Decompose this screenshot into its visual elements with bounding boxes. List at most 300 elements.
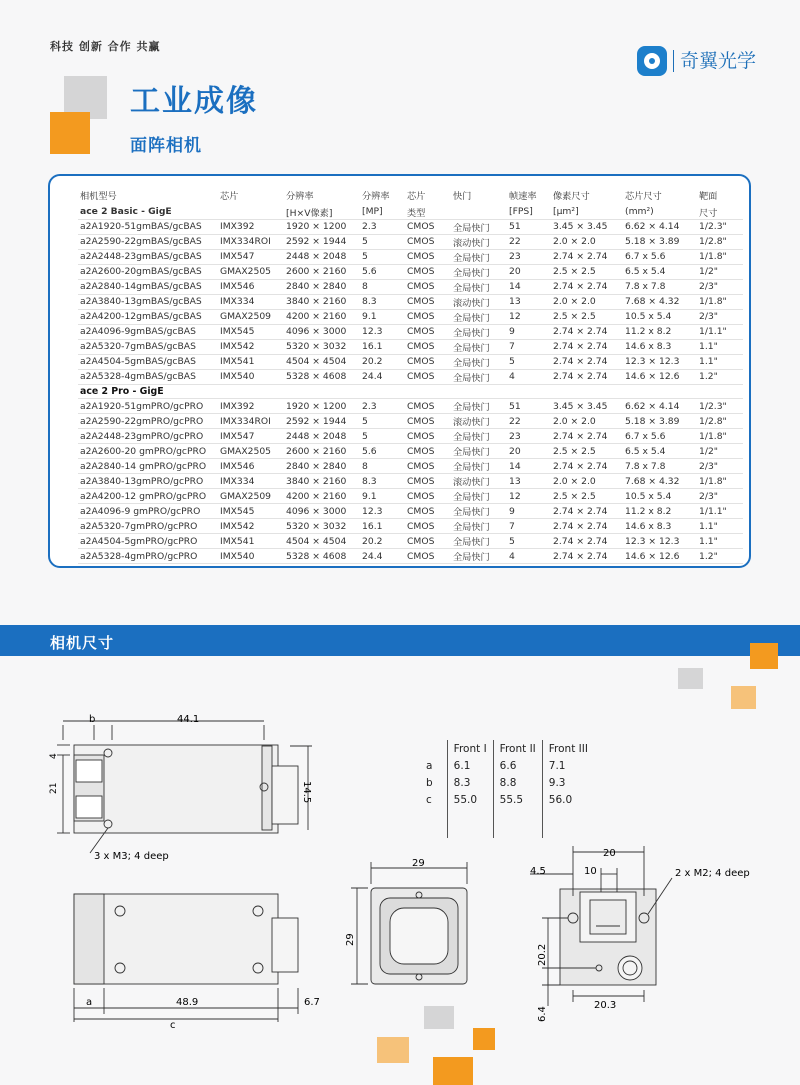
table-cell: 9.1	[360, 489, 405, 504]
table-cell: 20.2	[360, 354, 405, 369]
table-cell: 2448 × 2048	[284, 249, 360, 264]
column-header: 芯片尺寸	[625, 191, 662, 202]
table-cell: CMOS	[405, 504, 451, 519]
table-cell: 14	[507, 459, 551, 474]
table-cell: 2.74 × 2.74	[551, 549, 623, 564]
table-cell: 7.8 x 7.8	[623, 459, 697, 474]
table-cell: 全局快门	[451, 339, 507, 354]
column-header-unit: [MP]	[360, 205, 405, 220]
table-cell: 5.6	[360, 444, 405, 459]
table-cell: 5	[360, 234, 405, 249]
table-cell: 5.6	[360, 264, 405, 279]
table-cell: 全局快门	[451, 549, 507, 564]
table-cell: 1.1"	[697, 519, 743, 534]
table-cell: 2/3"	[697, 459, 743, 474]
table-cell: IMX541	[218, 534, 284, 549]
dim-back-offset10: 10	[584, 866, 597, 877]
table-cell: 全局快门	[451, 429, 507, 444]
table-row	[78, 219, 743, 234]
row-label: c	[426, 793, 432, 806]
dim-bottom-body: 48.9	[176, 997, 199, 1008]
table-row	[78, 534, 743, 549]
table-cell: 1/2.8"	[697, 234, 743, 249]
table-cell: 1/2.3"	[697, 219, 743, 234]
group-title: ace 2 Basic - GigE	[78, 205, 218, 220]
table-cell: IMX546	[218, 279, 284, 294]
table-cell: 7.8 x 7.8	[623, 279, 697, 294]
front-version-table	[420, 740, 594, 838]
table-cell: IMX547	[218, 429, 284, 444]
table-cell: 3.45 × 3.45	[551, 399, 623, 414]
table-cell: 2840 × 2840	[284, 459, 360, 474]
table-cell: 22	[507, 234, 551, 249]
table-cell: 6.62 × 4.14	[623, 219, 697, 234]
table-cell: GMAX2505	[218, 264, 284, 279]
table-cell: 4096 × 3000	[284, 324, 360, 339]
column-header-unit: [μm²]	[551, 205, 623, 220]
table-cell: 8.3	[447, 774, 493, 791]
table-cell: 9.3	[542, 774, 594, 791]
table-cell: 全局快门	[451, 354, 507, 369]
table-cell: CMOS	[405, 294, 451, 309]
table-cell: IMX545	[218, 324, 284, 339]
table-cell: CMOS	[405, 339, 451, 354]
table-cell: CMOS	[405, 549, 451, 564]
table-cell: 2.5 × 2.5	[551, 309, 623, 324]
dim-back-offset45: 4.5	[530, 866, 546, 877]
table-cell: 2.74 × 2.74	[551, 519, 623, 534]
table-cell: 2600 × 2160	[284, 444, 360, 459]
table-cell: 16.1	[360, 519, 405, 534]
table-cell: 4200 × 2160	[284, 489, 360, 504]
dim-back-spacing: 20.3	[594, 1000, 617, 1011]
table-cell: 2448 × 2048	[284, 429, 360, 444]
table-cell: 全局快门	[451, 264, 507, 279]
side-connector	[272, 766, 298, 824]
table-cell: 全局快门	[451, 444, 507, 459]
table-cell: CMOS	[405, 234, 451, 249]
table-row	[78, 429, 743, 444]
table-cell: 20.2	[360, 534, 405, 549]
table-cell: a2A1920-51gmPRO/gcPRO	[78, 399, 218, 414]
table-cell: 1/1.8"	[697, 429, 743, 444]
table-cell: 7.68 × 4.32	[623, 474, 697, 489]
table-cell: IMX547	[218, 249, 284, 264]
table-cell: 1/1.8"	[697, 474, 743, 489]
table-cell: 8.3	[360, 474, 405, 489]
table-cell: 8.3	[360, 294, 405, 309]
table-cell: 1920 × 1200	[284, 219, 360, 234]
column-header-unit: [H×V像素]	[284, 205, 360, 220]
table-cell: IMX540	[218, 549, 284, 564]
table-cell: CMOS	[405, 459, 451, 474]
table-cell: 51	[507, 219, 551, 234]
column-header: 靶面	[699, 191, 718, 202]
table-cell: IMX542	[218, 519, 284, 534]
table-cell: 5	[507, 354, 551, 369]
table-cell: 2.5 × 2.5	[551, 444, 623, 459]
table-cell: CMOS	[405, 264, 451, 279]
table-cell: 全局快门	[451, 459, 507, 474]
table-row	[78, 264, 743, 279]
table-cell: 4	[507, 369, 551, 384]
table-cell: CMOS	[405, 354, 451, 369]
side-body	[74, 745, 278, 833]
table-cell: 6.62 × 4.14	[623, 399, 697, 414]
table-cell: 9	[507, 504, 551, 519]
table-cell: 2.74 × 2.74	[551, 279, 623, 294]
table-cell: 滚动快门	[451, 294, 507, 309]
table-cell: 滚动快门	[451, 474, 507, 489]
table-cell: 全局快门	[451, 309, 507, 324]
table-cell: 5328 × 4608	[284, 369, 360, 384]
table-cell: 2.3	[360, 219, 405, 234]
table-cell: 1/1.1"	[697, 324, 743, 339]
table-cell: 全局快门	[451, 399, 507, 414]
table-cell: 2.0 × 2.0	[551, 294, 623, 309]
front-version-header: Front III	[542, 740, 594, 757]
table-cell: CMOS	[405, 429, 451, 444]
table-cell: 51	[507, 399, 551, 414]
dim-back-width: 20	[603, 848, 616, 859]
table-cell: 2/3"	[697, 489, 743, 504]
table-cell: 1.2"	[697, 549, 743, 564]
row-label: b	[426, 776, 433, 789]
table-cell: CMOS	[405, 309, 451, 324]
table-cell: 6.6	[493, 757, 542, 774]
camera-dimension-drawing	[0, 656, 800, 1085]
table-cell: 12.3 × 12.3	[623, 354, 697, 369]
back-view	[530, 846, 672, 1006]
table-cell: 2592 × 1944	[284, 234, 360, 249]
table-cell: 1/2"	[697, 444, 743, 459]
table-cell: 2.74 × 2.74	[551, 354, 623, 369]
table-cell: CMOS	[405, 519, 451, 534]
table-cell: 4	[507, 549, 551, 564]
table-cell: 4504 × 4504	[284, 534, 360, 549]
table-cell: 5	[360, 414, 405, 429]
table-cell: 5328 × 4608	[284, 549, 360, 564]
table-cell: a2A2448-23gmBAS/gcBAS	[78, 249, 218, 264]
table-cell: 2.74 × 2.74	[551, 324, 623, 339]
page-subtitle: 面阵相机	[130, 136, 202, 156]
table-cell: 11.2 x 8.2	[623, 324, 697, 339]
table-cell: 4096 × 3000	[284, 504, 360, 519]
dim-bottom-rear: 6.7	[304, 997, 320, 1008]
bottom-body	[74, 894, 278, 984]
table-cell: 10.5 x 5.4	[623, 309, 697, 324]
table-cell: IMX541	[218, 354, 284, 369]
table-cell: 55.0	[447, 791, 493, 808]
table-cell: 全局快门	[451, 219, 507, 234]
table-cell: a2A4200-12 gmPRO/gcPRO	[78, 489, 218, 504]
table-cell: a2A3840-13gmBAS/gcBAS	[78, 294, 218, 309]
table-cell: a2A4096-9 gmPRO/gcPRO	[78, 504, 218, 519]
table-cell: 1/2.8"	[697, 414, 743, 429]
table-cell: 全局快门	[451, 534, 507, 549]
table-cell: a2A2600-20gmBAS/gcBAS	[78, 264, 218, 279]
table-cell: 3840 × 2160	[284, 294, 360, 309]
table-cell: 9.1	[360, 309, 405, 324]
table-cell: 1/1.8"	[697, 294, 743, 309]
section-header	[0, 625, 800, 656]
table-cell: 2.5 × 2.5	[551, 264, 623, 279]
table-cell: a2A4504-5gmBAS/gcBAS	[78, 354, 218, 369]
table-cell: 1.1"	[697, 354, 743, 369]
company-logo	[637, 46, 756, 76]
column-header: 分辨率	[286, 191, 314, 202]
table-cell: 1920 × 1200	[284, 399, 360, 414]
table-cell: 1.2"	[697, 369, 743, 384]
table-cell: 2/3"	[697, 279, 743, 294]
table-cell: IMX334	[218, 294, 284, 309]
table-row	[78, 234, 743, 249]
table-cell: CMOS	[405, 399, 451, 414]
table-cell: IMX392	[218, 399, 284, 414]
table-row	[78, 489, 743, 504]
table-cell: IMX334ROI	[218, 234, 284, 249]
table-cell: 20	[507, 264, 551, 279]
table-cell: 1.1"	[697, 534, 743, 549]
table-cell: CMOS	[405, 489, 451, 504]
table-cell: a2A2840-14 gmPRO/gcPRO	[78, 459, 218, 474]
table-cell: GMAX2509	[218, 489, 284, 504]
table-cell: 全局快门	[451, 369, 507, 384]
table-cell: 全局快门	[451, 504, 507, 519]
table-cell: 2.74 × 2.74	[551, 339, 623, 354]
column-header: 芯片	[220, 191, 239, 202]
table-row	[420, 791, 594, 808]
table-cell: 5.18 × 3.89	[623, 234, 697, 249]
back-screw-note: 2 x M2; 4 deep	[675, 868, 750, 879]
table-cell: CMOS	[405, 534, 451, 549]
dim-side-height-total: 21	[49, 782, 59, 794]
table-cell: 2.5 × 2.5	[551, 489, 623, 504]
dim-back-height: 20.2	[537, 943, 548, 966]
table-cell: 1/2.3"	[697, 399, 743, 414]
table-row	[78, 474, 743, 489]
table-cell: 滚动快门	[451, 234, 507, 249]
front-version-header: Front II	[493, 740, 542, 757]
table-cell: 3.45 × 3.45	[551, 219, 623, 234]
table-row	[78, 324, 743, 339]
dim-side-b: b	[89, 714, 96, 725]
table-cell: CMOS	[405, 249, 451, 264]
table-cell: 12.3	[360, 324, 405, 339]
table-cell: 滚动快门	[451, 414, 507, 429]
table-cell: IMX334	[218, 474, 284, 489]
table-cell: 8.8	[493, 774, 542, 791]
table-row	[78, 279, 743, 294]
table-cell: 14.6 x 8.3	[623, 339, 697, 354]
column-header: 芯片	[407, 191, 426, 202]
table-row	[78, 369, 743, 384]
table-row	[78, 309, 743, 324]
side-view	[57, 721, 312, 853]
table-cell: 5	[360, 249, 405, 264]
table-cell: 23	[507, 429, 551, 444]
table-cell: 23	[507, 249, 551, 264]
slogan: 科技 创新 合作 共赢	[50, 40, 161, 53]
table-cell: 12.3	[360, 504, 405, 519]
table-cell: IMX334ROI	[218, 414, 284, 429]
dim-bottom-a: a	[86, 997, 93, 1008]
io-connector	[618, 956, 642, 980]
table-cell: 4200 × 2160	[284, 309, 360, 324]
table-cell: 2.0 × 2.0	[551, 474, 623, 489]
table-cell: 7	[507, 519, 551, 534]
lens-mount	[390, 908, 448, 964]
column-header-unit	[451, 205, 507, 220]
table-cell: 8	[360, 279, 405, 294]
front-version-header: Front I	[447, 740, 493, 757]
table-cell: 14.6 x 8.3	[623, 519, 697, 534]
table-cell: 2.74 × 2.74	[551, 504, 623, 519]
table-cell: 2/3"	[697, 309, 743, 324]
table-row	[420, 757, 594, 774]
group-title: ace 2 Pro - GigE	[78, 384, 743, 399]
table-row	[78, 504, 743, 519]
table-cell: 5	[360, 429, 405, 444]
table-cell: a2A4096-9gmBAS/gcBAS	[78, 324, 218, 339]
table-cell: CMOS	[405, 474, 451, 489]
table-cell: 12	[507, 489, 551, 504]
logo-icon	[637, 46, 667, 76]
table-cell: GMAX2509	[218, 309, 284, 324]
table-cell: IMX545	[218, 504, 284, 519]
table-cell: 56.0	[542, 791, 594, 808]
table-cell: IMX392	[218, 219, 284, 234]
row-label: a	[426, 759, 433, 772]
table-cell: 5320 × 3032	[284, 519, 360, 534]
table-cell: a2A2840-14gmBAS/gcBAS	[78, 279, 218, 294]
table-row	[78, 459, 743, 474]
table-row	[78, 414, 743, 429]
table-cell: 14.6 × 12.6	[623, 369, 697, 384]
table-cell: 5.18 × 3.89	[623, 414, 697, 429]
table-cell: CMOS	[405, 444, 451, 459]
table-cell: 2592 × 1944	[284, 414, 360, 429]
table-cell: 6.7 x 5.6	[623, 429, 697, 444]
column-header: 分辨率	[362, 191, 390, 202]
table-row	[78, 519, 743, 534]
table-cell: 24.4	[360, 369, 405, 384]
table-cell: 全局快门	[451, 519, 507, 534]
table-cell: 7	[507, 339, 551, 354]
table-row	[78, 549, 743, 564]
table-row	[78, 444, 743, 459]
table-cell: a2A2590-22gmBAS/gcBAS	[78, 234, 218, 249]
table-cell: 6.7 x 5.6	[623, 249, 697, 264]
dim-side-length: 44.1	[177, 714, 200, 725]
table-cell: a2A5320-7gmPRO/gcPRO	[78, 519, 218, 534]
table-cell: IMX540	[218, 369, 284, 384]
table-cell: 2.0 × 2.0	[551, 414, 623, 429]
table-cell: 1/2"	[697, 264, 743, 279]
front-view	[351, 862, 467, 984]
column-header: 快门	[453, 191, 472, 202]
table-cell: 6.5 x 5.4	[623, 264, 697, 279]
table-cell: a2A5320-7gmBAS/gcBAS	[78, 339, 218, 354]
table-cell: a2A2448-23gmPRO/gcPRO	[78, 429, 218, 444]
table-cell: 5320 × 3032	[284, 339, 360, 354]
table-cell: 全局快门	[451, 489, 507, 504]
table-cell: CMOS	[405, 324, 451, 339]
spec-table-panel	[48, 174, 751, 568]
table-cell: 10.5 x 5.4	[623, 489, 697, 504]
table-cell: 2.74 × 2.74	[551, 249, 623, 264]
table-cell: 2.74 × 2.74	[551, 459, 623, 474]
table-cell: 2600 × 2160	[284, 264, 360, 279]
side-screw-note: 3 x M3; 4 deep	[94, 851, 169, 862]
column-header: 帧速率	[509, 191, 537, 202]
table-cell: 20	[507, 444, 551, 459]
dim-side-height-left: 4	[49, 753, 59, 759]
column-header-unit: 尺寸	[697, 205, 743, 220]
logo-text: 奇翼光学	[673, 50, 756, 72]
dim-front-height: 29	[345, 933, 356, 946]
table-cell: 13	[507, 474, 551, 489]
dim-side-height-right: 14.5	[301, 781, 312, 804]
table-row	[78, 249, 743, 264]
table-cell: a2A1920-51gmBAS/gcBAS	[78, 219, 218, 234]
column-header: 相机型号	[80, 191, 117, 202]
section-title: 相机尺寸	[50, 634, 115, 652]
table-cell: 5	[507, 534, 551, 549]
table-cell: a2A5328-4gmPRO/gcPRO	[78, 549, 218, 564]
table-cell: 12	[507, 309, 551, 324]
table-cell: a2A4200-12gmBAS/gcBAS	[78, 309, 218, 324]
table-cell: CMOS	[405, 414, 451, 429]
table-cell: 2.74 × 2.74	[551, 369, 623, 384]
table-cell: 22	[507, 414, 551, 429]
table-row	[78, 354, 743, 369]
table-row	[78, 339, 743, 354]
column-header-unit	[218, 205, 284, 220]
table-cell: 2.74 × 2.74	[551, 429, 623, 444]
dim-back-bottom: 6.4	[537, 1006, 548, 1022]
table-cell: a2A5328-4gmBAS/gcBAS	[78, 369, 218, 384]
table-cell: 16.1	[360, 339, 405, 354]
table-cell: CMOS	[405, 369, 451, 384]
table-cell: 1/1.8"	[697, 249, 743, 264]
table-cell: a2A4504-5gmPRO/gcPRO	[78, 534, 218, 549]
table-cell: GMAX2505	[218, 444, 284, 459]
table-cell: 14.6 × 12.6	[623, 549, 697, 564]
table-cell: CMOS	[405, 219, 451, 234]
table-cell: 1/1.1"	[697, 504, 743, 519]
table-cell: 7.1	[542, 757, 594, 774]
table-cell: 2.74 × 2.74	[551, 534, 623, 549]
table-cell: 3840 × 2160	[284, 474, 360, 489]
column-header-unit: 类型	[405, 205, 451, 220]
table-row	[78, 294, 743, 309]
column-header: 像素尺寸	[553, 191, 590, 202]
table-cell: 2840 × 2840	[284, 279, 360, 294]
table-cell: a2A3840-13gmPRO/gcPRO	[78, 474, 218, 489]
table-cell: 6.1	[447, 757, 493, 774]
table-cell: 8	[360, 459, 405, 474]
table-cell: 全局快门	[451, 279, 507, 294]
table-cell: IMX546	[218, 459, 284, 474]
decor-square-orange	[50, 112, 90, 154]
table-row	[420, 774, 594, 791]
table-cell: 14	[507, 279, 551, 294]
page-title: 工业成像	[130, 84, 258, 119]
table-row	[78, 399, 743, 414]
table-cell: a2A2590-22gmPRO/gcPRO	[78, 414, 218, 429]
dim-bottom-c: c	[170, 1020, 176, 1031]
